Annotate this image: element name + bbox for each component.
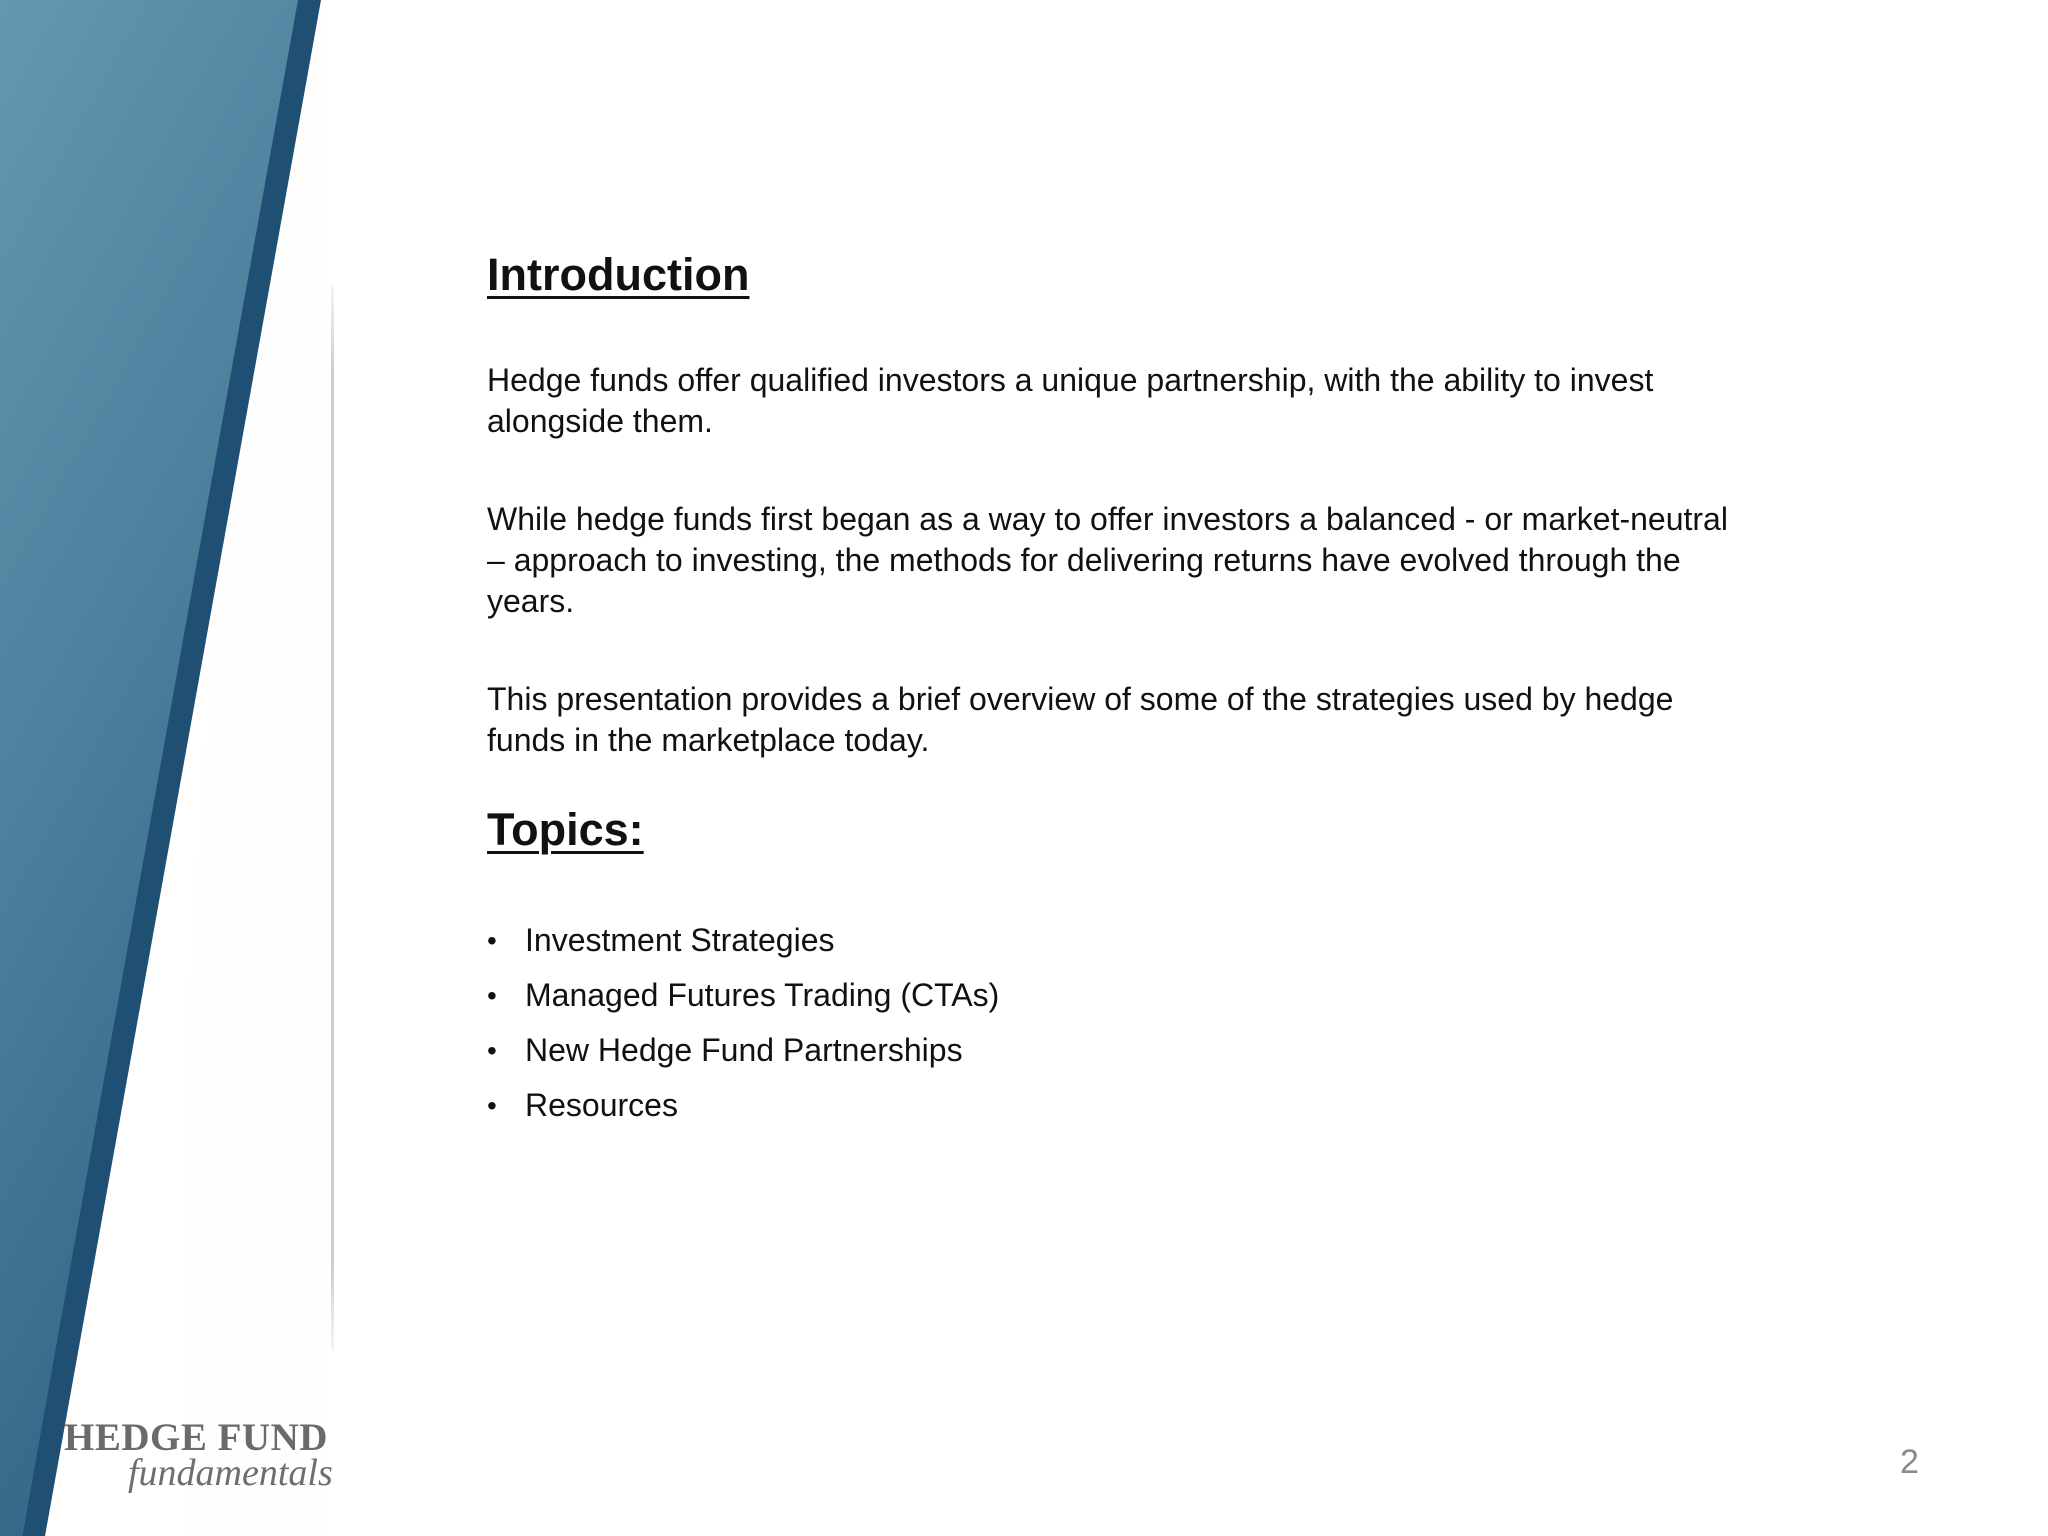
topics-list xyxy=(487,913,1787,1133)
intro-paragraph-2: While hedge funds first began as a way to offer investors a balanced - or market-neutral – approach to investing, the methods for delivering returns have evolved through the years. xyxy=(487,501,1728,619)
logo-line-1: HEDGE FUND xyxy=(64,1416,328,1459)
slide-content xyxy=(487,240,1787,1133)
list-item xyxy=(487,1078,1787,1133)
topic-label: Managed Futures Trading (CTAs) xyxy=(525,977,1000,1013)
intro-paragraph-1: Hedge funds offer qualified investors a unique partnership, with the ability to invest alongside them. xyxy=(487,362,1654,439)
list-item xyxy=(487,968,1787,1023)
topic-label: Resources xyxy=(525,1087,678,1123)
intro-paragraph-3: This presentation provides a brief overview of some of the strategies used by hedge funds in the marketplace today. xyxy=(487,681,1674,758)
topic-label: Investment Strategies xyxy=(525,922,835,958)
side-panel-graphic xyxy=(0,0,420,1536)
logo-line-2: fundamentals xyxy=(128,1452,333,1494)
hedge-fund-fundamentals-logo xyxy=(64,1415,364,1495)
list-item xyxy=(487,1023,1787,1078)
introduction-heading: Introduction xyxy=(487,249,750,300)
bullet-icon: • xyxy=(487,980,497,1011)
list-item xyxy=(487,913,1787,968)
bullet-icon: • xyxy=(487,1090,497,1121)
topics-heading: Topics: xyxy=(487,804,644,855)
page-number: 2 xyxy=(1900,1443,1919,1481)
bullet-icon: • xyxy=(487,925,497,956)
bullet-icon: • xyxy=(487,1035,497,1066)
topic-label: New Hedge Fund Partnerships xyxy=(525,1032,963,1068)
vertical-divider xyxy=(331,285,334,1350)
